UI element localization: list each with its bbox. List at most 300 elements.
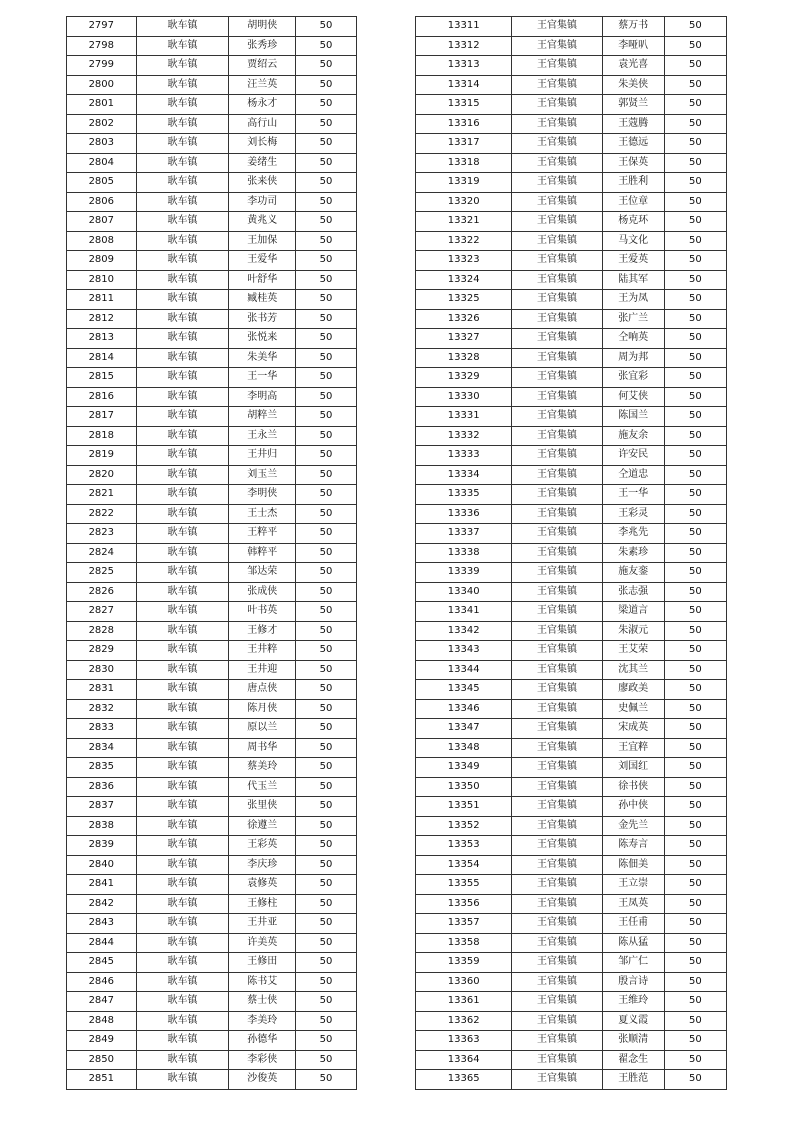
cell-town: 王官集镇 [512, 348, 602, 368]
cell-id: 2818 [67, 426, 137, 446]
cell-amount: 50 [664, 426, 726, 446]
cell-id: 13318 [416, 153, 512, 173]
cell-town: 王官集镇 [512, 797, 602, 817]
cell-id: 2836 [67, 777, 137, 797]
cell-amount: 50 [664, 836, 726, 856]
cell-town: 王官集镇 [512, 407, 602, 427]
cell-id: 13336 [416, 504, 512, 524]
cell-id: 2825 [67, 563, 137, 583]
cell-name: 王胜范 [602, 1070, 664, 1090]
cell-id: 2848 [67, 1011, 137, 1031]
cell-name: 张宜彩 [602, 368, 664, 388]
table-row [67, 680, 357, 700]
table-row [416, 504, 727, 524]
table-row [416, 173, 727, 193]
cell-town: 王官集镇 [512, 563, 602, 583]
cell-town: 王官集镇 [512, 855, 602, 875]
cell-id: 13343 [416, 641, 512, 661]
cell-id: 13364 [416, 1050, 512, 1070]
cell-town: 王官集镇 [512, 1031, 602, 1051]
cell-id: 13331 [416, 407, 512, 427]
cell-name: 仝道忠 [602, 465, 664, 485]
cell-name: 蔡士侠 [229, 992, 296, 1012]
cell-amount: 50 [664, 153, 726, 173]
cell-name: 翟念生 [602, 1050, 664, 1070]
table-row [67, 251, 357, 271]
cell-amount: 50 [296, 504, 357, 524]
table-row [416, 855, 727, 875]
table-row [416, 153, 727, 173]
cell-amount: 50 [664, 95, 726, 115]
cell-town: 王官集镇 [512, 602, 602, 622]
cell-town: 耿车镇 [136, 719, 229, 739]
cell-id: 13349 [416, 758, 512, 778]
table-row [416, 1011, 727, 1031]
cell-amount: 50 [664, 192, 726, 212]
cell-town: 耿车镇 [136, 75, 229, 95]
cell-id: 13326 [416, 309, 512, 329]
table-row [416, 719, 727, 739]
cell-name: 周为邦 [602, 348, 664, 368]
table-row [416, 641, 727, 661]
cell-amount: 50 [296, 290, 357, 310]
table-row [67, 290, 357, 310]
cell-name: 叶舒华 [229, 270, 296, 290]
table-row [416, 485, 727, 505]
cell-town: 耿车镇 [136, 602, 229, 622]
cell-amount: 50 [664, 972, 726, 992]
cell-name: 王修田 [229, 953, 296, 973]
cell-id: 2839 [67, 836, 137, 856]
table-row [416, 524, 727, 544]
cell-town: 耿车镇 [136, 504, 229, 524]
cell-name: 张顺清 [602, 1031, 664, 1051]
cell-id: 13314 [416, 75, 512, 95]
cell-id: 13321 [416, 212, 512, 232]
cell-amount: 50 [296, 95, 357, 115]
table-row [416, 36, 727, 56]
cell-id: 2819 [67, 446, 137, 466]
cell-amount: 50 [664, 992, 726, 1012]
table-row [67, 446, 357, 466]
cell-name: 陈月侠 [229, 699, 296, 719]
cell-town: 耿车镇 [136, 465, 229, 485]
cell-name: 蔡万书 [602, 17, 664, 37]
cell-town: 耿车镇 [136, 777, 229, 797]
cell-amount: 50 [296, 134, 357, 154]
cell-amount: 50 [664, 309, 726, 329]
cell-name: 王修才 [229, 621, 296, 641]
cell-name: 宋成英 [602, 719, 664, 739]
cell-town: 王官集镇 [512, 368, 602, 388]
cell-town: 王官集镇 [512, 75, 602, 95]
cell-amount: 50 [664, 368, 726, 388]
cell-name: 王蔻腾 [602, 114, 664, 134]
cell-name: 史佩兰 [602, 699, 664, 719]
table-row [416, 270, 727, 290]
cell-id: 13348 [416, 738, 512, 758]
cell-name: 施友余 [602, 426, 664, 446]
cell-id: 2800 [67, 75, 137, 95]
table-row [416, 348, 727, 368]
cell-name: 王爱英 [602, 251, 664, 271]
cell-town: 耿车镇 [136, 426, 229, 446]
table-row [416, 75, 727, 95]
cell-name: 张志强 [602, 582, 664, 602]
cell-town: 耿车镇 [136, 17, 229, 37]
right-roster-body [416, 17, 727, 1090]
cell-town: 王官集镇 [512, 446, 602, 466]
cell-name: 王宜粹 [602, 738, 664, 758]
table-row [67, 1011, 357, 1031]
cell-amount: 50 [664, 777, 726, 797]
cell-amount: 50 [664, 758, 726, 778]
cell-name: 沈其兰 [602, 660, 664, 680]
table-row [416, 290, 727, 310]
cell-id: 13324 [416, 270, 512, 290]
cell-town: 耿车镇 [136, 485, 229, 505]
table-row [67, 992, 357, 1012]
cell-town: 耿车镇 [136, 914, 229, 934]
cell-amount: 50 [664, 251, 726, 271]
cell-name: 沙俊英 [229, 1070, 296, 1090]
cell-amount: 50 [664, 173, 726, 193]
cell-name: 张成侠 [229, 582, 296, 602]
cell-town: 耿车镇 [136, 1050, 229, 1070]
cell-name: 唐点侠 [229, 680, 296, 700]
cell-amount: 50 [664, 738, 726, 758]
cell-amount: 50 [664, 1050, 726, 1070]
cell-town: 耿车镇 [136, 875, 229, 895]
cell-name: 徐书侠 [602, 777, 664, 797]
cell-name: 孙德华 [229, 1031, 296, 1051]
cell-town: 耿车镇 [136, 173, 229, 193]
cell-town: 耿车镇 [136, 563, 229, 583]
cell-town: 王官集镇 [512, 56, 602, 76]
cell-town: 王官集镇 [512, 582, 602, 602]
cell-name: 张里侠 [229, 797, 296, 817]
cell-id: 13357 [416, 914, 512, 934]
cell-town: 王官集镇 [512, 660, 602, 680]
cell-id: 2810 [67, 270, 137, 290]
cell-id: 13312 [416, 36, 512, 56]
table-row [416, 816, 727, 836]
table-row [416, 114, 727, 134]
cell-name: 张来侠 [229, 173, 296, 193]
cell-id: 13334 [416, 465, 512, 485]
cell-name: 李庆珍 [229, 855, 296, 875]
table-row [416, 758, 727, 778]
cell-amount: 50 [296, 426, 357, 446]
cell-amount: 50 [296, 953, 357, 973]
table-row [67, 524, 357, 544]
cell-town: 王官集镇 [512, 1011, 602, 1031]
table-row [416, 1031, 727, 1051]
cell-id: 13352 [416, 816, 512, 836]
cell-amount: 50 [296, 348, 357, 368]
table-row [67, 738, 357, 758]
cell-name: 王任甫 [602, 914, 664, 934]
cell-amount: 50 [664, 699, 726, 719]
cell-amount: 50 [664, 1070, 726, 1090]
cell-town: 耿车镇 [136, 56, 229, 76]
cell-id: 2811 [67, 290, 137, 310]
cell-town: 耿车镇 [136, 212, 229, 232]
cell-amount: 50 [664, 855, 726, 875]
table-row [416, 446, 727, 466]
table-row [416, 699, 727, 719]
table-row [416, 95, 727, 115]
table-row [416, 914, 727, 934]
cell-town: 耿车镇 [136, 1011, 229, 1031]
cell-id: 13346 [416, 699, 512, 719]
cell-name: 原以兰 [229, 719, 296, 739]
table-row [416, 329, 727, 349]
cell-amount: 50 [296, 1011, 357, 1031]
cell-id: 2807 [67, 212, 137, 232]
cell-id: 2829 [67, 641, 137, 661]
cell-name: 杨永才 [229, 95, 296, 115]
cell-town: 耿车镇 [136, 699, 229, 719]
cell-amount: 50 [664, 602, 726, 622]
cell-town: 耿车镇 [136, 758, 229, 778]
table-row [416, 368, 727, 388]
cell-town: 王官集镇 [512, 758, 602, 778]
cell-id: 2835 [67, 758, 137, 778]
cell-amount: 50 [664, 875, 726, 895]
table-row [67, 797, 357, 817]
cell-name: 李彩侠 [229, 1050, 296, 1070]
cell-amount: 50 [296, 992, 357, 1012]
cell-amount: 50 [296, 602, 357, 622]
cell-id: 13320 [416, 192, 512, 212]
table-row [67, 231, 357, 251]
cell-amount: 50 [296, 173, 357, 193]
table-row [67, 329, 357, 349]
cell-amount: 50 [296, 719, 357, 739]
cell-name: 王位章 [602, 192, 664, 212]
table-row [67, 699, 357, 719]
cell-town: 耿车镇 [136, 114, 229, 134]
cell-town: 王官集镇 [512, 972, 602, 992]
cell-amount: 50 [296, 816, 357, 836]
cell-name: 邹广仁 [602, 953, 664, 973]
left-roster-body [67, 17, 357, 1090]
cell-name: 夏义霞 [602, 1011, 664, 1031]
table-row [67, 777, 357, 797]
table-row [67, 348, 357, 368]
cell-town: 王官集镇 [512, 933, 602, 953]
cell-amount: 50 [296, 368, 357, 388]
cell-amount: 50 [664, 816, 726, 836]
cell-name: 刘长梅 [229, 134, 296, 154]
cell-id: 13339 [416, 563, 512, 583]
cell-amount: 50 [664, 504, 726, 524]
cell-town: 耿车镇 [136, 660, 229, 680]
table-row [67, 582, 357, 602]
table-row [416, 777, 727, 797]
cell-name: 姜绪生 [229, 153, 296, 173]
cell-id: 2801 [67, 95, 137, 115]
cell-name: 袁光喜 [602, 56, 664, 76]
cell-id: 13340 [416, 582, 512, 602]
cell-id: 2803 [67, 134, 137, 154]
cell-name: 蔡美玲 [229, 758, 296, 778]
cell-town: 王官集镇 [512, 17, 602, 37]
cell-town: 耿车镇 [136, 1070, 229, 1090]
table-row [416, 309, 727, 329]
table-row [67, 134, 357, 154]
cell-town: 王官集镇 [512, 524, 602, 544]
table-row [67, 387, 357, 407]
table-row [416, 212, 727, 232]
cell-amount: 50 [296, 621, 357, 641]
cell-id: 2808 [67, 231, 137, 251]
cell-amount: 50 [296, 75, 357, 95]
table-row [67, 368, 357, 388]
cell-name: 徐遵兰 [229, 816, 296, 836]
cell-name: 王为凤 [602, 290, 664, 310]
cell-id: 13337 [416, 524, 512, 544]
cell-amount: 50 [664, 1011, 726, 1031]
table-row [416, 953, 727, 973]
cell-amount: 50 [664, 56, 726, 76]
cell-id: 2804 [67, 153, 137, 173]
cell-name: 周书华 [229, 738, 296, 758]
cell-id: 13347 [416, 719, 512, 739]
cell-name: 代玉兰 [229, 777, 296, 797]
cell-name: 杨克环 [602, 212, 664, 232]
cell-town: 王官集镇 [512, 621, 602, 641]
cell-town: 王官集镇 [512, 231, 602, 251]
cell-amount: 50 [296, 933, 357, 953]
cell-name: 朱美侠 [602, 75, 664, 95]
cell-town: 耿车镇 [136, 153, 229, 173]
cell-id: 2837 [67, 797, 137, 817]
table-row [416, 134, 727, 154]
cell-amount: 50 [296, 1070, 357, 1090]
cell-name: 汪兰英 [229, 75, 296, 95]
table-row [67, 660, 357, 680]
cell-town: 王官集镇 [512, 212, 602, 232]
cell-amount: 50 [664, 231, 726, 251]
cell-name: 王井粹 [229, 641, 296, 661]
cell-id: 2826 [67, 582, 137, 602]
cell-amount: 50 [296, 797, 357, 817]
cell-town: 王官集镇 [512, 465, 602, 485]
cell-name: 殷言诗 [602, 972, 664, 992]
cell-id: 13319 [416, 173, 512, 193]
cell-name: 袁修英 [229, 875, 296, 895]
cell-town: 王官集镇 [512, 153, 602, 173]
cell-town: 耿车镇 [136, 95, 229, 115]
cell-id: 13329 [416, 368, 512, 388]
cell-name: 张书芳 [229, 309, 296, 329]
table-row [67, 192, 357, 212]
table-row [416, 231, 727, 251]
cell-town: 王官集镇 [512, 504, 602, 524]
cell-amount: 50 [296, 309, 357, 329]
cell-id: 2816 [67, 387, 137, 407]
cell-town: 耿车镇 [136, 972, 229, 992]
cell-name: 臧桂英 [229, 290, 296, 310]
cell-id: 2842 [67, 894, 137, 914]
cell-amount: 50 [664, 524, 726, 544]
cell-amount: 50 [296, 153, 357, 173]
table-row [67, 894, 357, 914]
cell-town: 耿车镇 [136, 368, 229, 388]
cell-amount: 50 [296, 17, 357, 37]
table-row [416, 972, 727, 992]
cell-id: 13353 [416, 836, 512, 856]
cell-town: 耿车镇 [136, 992, 229, 1012]
cell-town: 耿车镇 [136, 1031, 229, 1051]
cell-town: 王官集镇 [512, 836, 602, 856]
cell-id: 2799 [67, 56, 137, 76]
cell-amount: 50 [296, 914, 357, 934]
table-row [416, 582, 727, 602]
table-row [416, 192, 727, 212]
cell-amount: 50 [664, 270, 726, 290]
cell-name: 王艾荣 [602, 641, 664, 661]
table-row [416, 465, 727, 485]
cell-name: 王井归 [229, 446, 296, 466]
cell-name: 许安民 [602, 446, 664, 466]
cell-town: 耿车镇 [136, 348, 229, 368]
cell-name: 王彩灵 [602, 504, 664, 524]
cell-amount: 50 [664, 465, 726, 485]
cell-amount: 50 [296, 114, 357, 134]
cell-town: 耿车镇 [136, 836, 229, 856]
cell-town: 王官集镇 [512, 1050, 602, 1070]
cell-name: 王永兰 [229, 426, 296, 446]
cell-amount: 50 [664, 641, 726, 661]
cell-id: 2847 [67, 992, 137, 1012]
table-row [67, 212, 357, 232]
cell-amount: 50 [664, 953, 726, 973]
cell-name: 王井亚 [229, 914, 296, 934]
cell-name: 王立崇 [602, 875, 664, 895]
cell-amount: 50 [296, 251, 357, 271]
table-row [67, 1031, 357, 1051]
cell-amount: 50 [296, 680, 357, 700]
table-row [416, 992, 727, 1012]
cell-id: 13363 [416, 1031, 512, 1051]
cell-name: 李美玲 [229, 1011, 296, 1031]
cell-amount: 50 [664, 1031, 726, 1051]
cell-town: 耿车镇 [136, 543, 229, 563]
cell-town: 王官集镇 [512, 95, 602, 115]
cell-id: 2850 [67, 1050, 137, 1070]
cell-id: 2833 [67, 719, 137, 739]
cell-amount: 50 [296, 407, 357, 427]
cell-id: 2821 [67, 485, 137, 505]
cell-town: 耿车镇 [136, 855, 229, 875]
cell-name: 王爱华 [229, 251, 296, 271]
table-row [67, 875, 357, 895]
table-row [416, 387, 727, 407]
cell-name: 李明高 [229, 387, 296, 407]
table-row [67, 1070, 357, 1090]
table-row [67, 972, 357, 992]
cell-name: 孙中侠 [602, 797, 664, 817]
table-row [416, 680, 727, 700]
cell-name: 王加保 [229, 231, 296, 251]
table-row [67, 953, 357, 973]
cell-amount: 50 [296, 465, 357, 485]
table-row [67, 543, 357, 563]
table-row [67, 17, 357, 37]
